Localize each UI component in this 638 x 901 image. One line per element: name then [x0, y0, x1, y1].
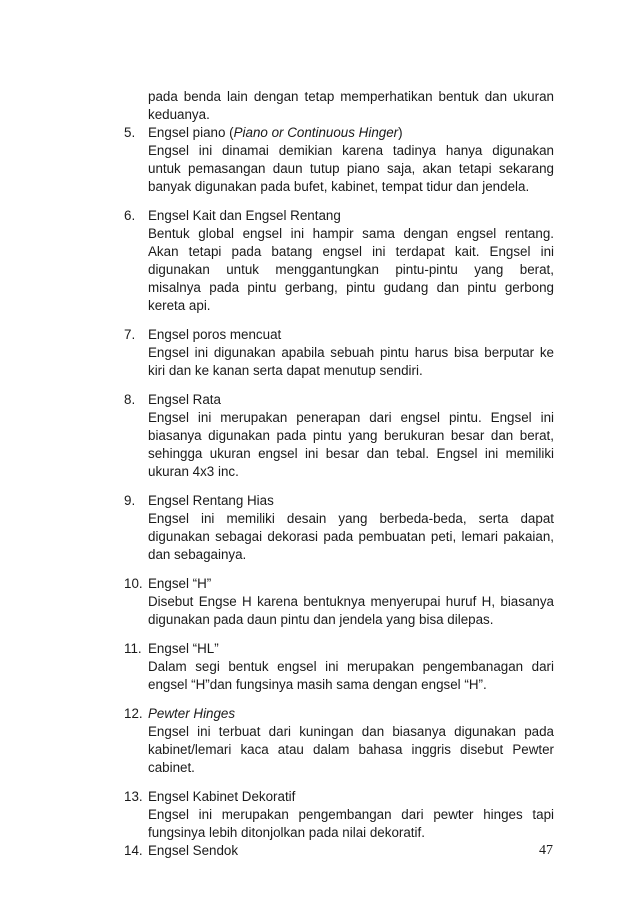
page-number: 47: [539, 843, 553, 858]
item-body-line: Bentuk global engsel ini hampir sama dengan engsel rentang.: [148, 226, 554, 241]
item-body-line: fungsinya lebih ditonjolkan pada nilai dekoratif.: [148, 825, 425, 840]
item-title: Engsel Kabinet Dekoratif: [148, 789, 296, 804]
item-number: 12.: [124, 706, 143, 721]
item-title-italic: Pewter Hinges: [148, 706, 236, 721]
item-title-after: ): [398, 125, 403, 140]
item-title: Engsel poros mencuat: [148, 327, 282, 342]
item-body-line: cabinet.: [148, 760, 195, 775]
item-number: 8.: [124, 392, 136, 407]
item-body-line: misalnya pada pintu gerbang, pintu gudang dan pintu gerbong: [148, 280, 554, 295]
item-title: Engsel Rentang Hias: [148, 493, 274, 508]
item-body-line: Engsel ini terbuat dari kuningan dan biasanya digunakan pada: [148, 724, 554, 739]
intro-line: keduanya.: [148, 107, 210, 122]
item-body-line: kiri dan ke kanan serta dapat menutup sendiri.: [148, 363, 423, 378]
item-body-line: Disebut Engse H karena bentuknya menyerupai huruf H, biasanya: [148, 594, 554, 609]
item-body-line: Engsel ini memiliki desain yang berbeda-beda, serta dapat: [148, 511, 554, 526]
item-title: Engsel Rata: [148, 392, 221, 407]
item-body-line: untuk pemasangan daun tutup piano saja, akan tetapi sekarang: [148, 161, 554, 176]
item-body-line: Engsel ini digunakan apabila sebuah pintu harus bisa berputar ke: [148, 345, 554, 360]
item-title: [148, 124, 403, 142]
item-body-line: biasanya digunakan pada pintu yang berukuran besar dan berat,: [148, 428, 554, 443]
item-title: Engsel “H”: [148, 576, 212, 591]
item-body-line: sehingga ukuran engsel ini besar dan tebal. Engsel ini memiliki: [148, 446, 554, 461]
text-block: [124, 0, 554, 901]
intro-line: pada benda lain dengan tetap memperhatikan bentuk dan ukuran: [148, 89, 554, 104]
item-title-italic: Piano or Continuous Hinger: [233, 125, 399, 140]
item-body-line: banyak digunakan pada bufet, kabinet, tempat tidur dan jendela.: [148, 179, 530, 194]
item-number: 13.: [124, 789, 143, 804]
item-title-text: Engsel piano (: [148, 125, 234, 140]
item-number: 14.: [124, 843, 143, 858]
item-number: 9.: [124, 493, 136, 508]
item-number: 10.: [124, 576, 143, 591]
item-number: 5.: [124, 125, 136, 140]
item-title: Engsel Sendok: [148, 843, 239, 858]
item-body-line: digunakan untuk menggantungkan pintu-pintu yang berat,: [148, 262, 554, 277]
item-number: 6.: [124, 208, 136, 223]
item-body-line: Engsel ini merupakan penerapan dari engsel pintu. Engsel ini: [148, 410, 554, 425]
item-body-line: ukuran 4x3 inc.: [148, 464, 239, 479]
item-title: Engsel Kait dan Engsel Rentang: [148, 208, 341, 223]
item-body-line: dan sebagainya.: [148, 547, 247, 562]
item-body-line: digunakan sebagai dekorasi pada pembuatan peti, lemari pakaian,: [148, 529, 554, 544]
item-body-line: kereta api.: [148, 298, 211, 313]
item-body-line: engsel “H”dan fungsinya masih sama dengan engsel “H”.: [148, 677, 487, 692]
item-body-line: digunakan pada daun pintu dan jendela yang bisa dilepas.: [148, 612, 494, 627]
item-body-line: Engsel ini merupakan pengembangan dari pewter hinges tapi: [148, 807, 554, 822]
item-body-line: Dalam segi bentuk engsel ini merupakan pengembanagan dari: [148, 659, 554, 674]
item-number: 11.: [124, 641, 142, 656]
item-body-line: kabinet/lemari kaca atau dalam bahasa inggris disebut Pewter: [148, 742, 554, 757]
item-body-line: Engsel ini dinamai demikian karena tadinya hanya digunakan: [148, 143, 554, 158]
item-body-line: Akan tetapi pada batang engsel ini terdapat kait. Engsel ini: [148, 244, 554, 259]
item-title: [148, 705, 235, 723]
item-number: 7.: [124, 327, 136, 342]
item-title: Engsel “HL”: [148, 641, 219, 656]
